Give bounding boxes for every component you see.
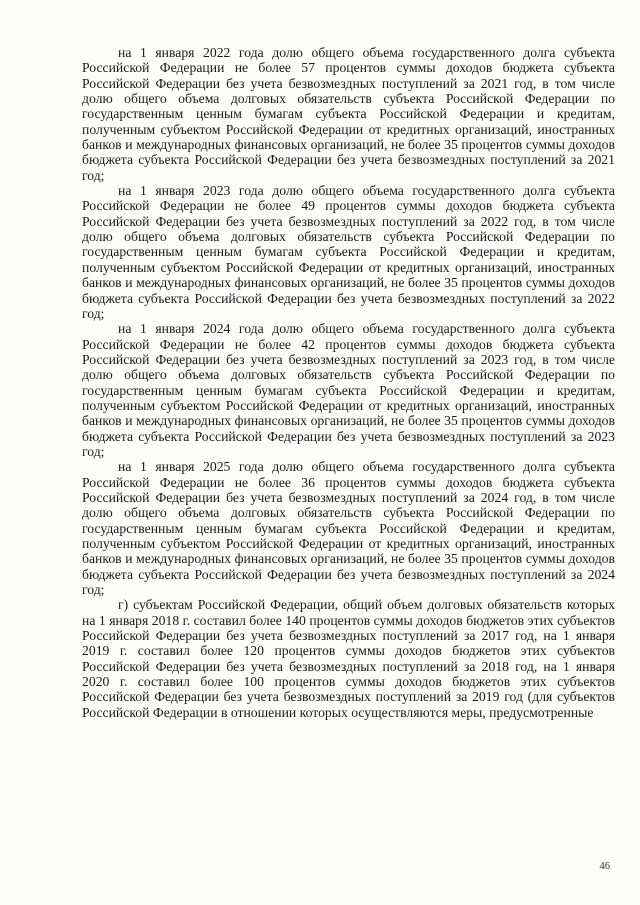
paragraph-2025: на 1 января 2025 года долю общего объема государственного долга субъекта Российской Федерации не более 36 процентов суммы доходов бюджета субъекта Российской Федерации без учета безвозмездных поступлений за 2024 год, в том числе долю общего объема долговых обязательств субъекта Российской Федерации по государственным ценным бумагам субъекта Российской Федерации и кредитам, полученным субъектом Российской Федерации от кредитных организаций, иностранных банков и международных финансовых организаций, не более 35 процентов суммы доходов бюджета субъекта Российской Федерации без учета безвозмездных поступлений за 2024 год;	[82, 459, 615, 598]
paragraph-item-g: г) субъектам Российской Федерации, общий объем долговых обязательств которых на 1 января 2018 г. составил более 140 процентов суммы доходов бюджетов этих субъектов Российской Федерации без учета безвозмездных поступлений за 2017 год, на 1 января 2019 г. составил более 120 процентов суммы доходов бюджетов этих субъектов Российской Федерации без учета безвозмездных поступлений за 2018 год, на 1 января 2020 г. составил более 100 процентов суммы доходов бюджетов этих субъектов Российской Федерации без учета безвозмездных поступлений за 2019 год (для субъектов Российской Федерации в отношении которых осуществляются меры, предусмотренные	[82, 597, 615, 720]
paragraph-2024: на 1 января 2024 года долю общего объема государственного долга субъекта Российской Федерации не более 42 процентов суммы доходов бюджета субъекта Российской Федерации без учета безвозмездных поступлений за 2023 год, в том числе долю общего объема долговых обязательств субъекта Российской Федерации по государственным ценным бумагам субъекта Российской Федерации и кредитам, полученным субъектом Российской Федерации от кредитных организаций, иностранных банков и международных финансовых организаций, не более 35 процентов суммы доходов бюджета субъекта Российской Федерации без учета безвозмездных поступлений за 2023 год;	[82, 321, 615, 459]
paragraph-2023: на 1 января 2023 года долю общего объема государственного долга субъекта Российской Федерации не более 49 процентов суммы доходов бюджета субъекта Российской Федерации без учета безвозмездных поступлений за 2022 год, в том числе долю общего объема долговых обязательств субъекта Российской Федерации по государственным ценным бумагам субъекта Российской Федерации и кредитам, полученным субъектом Российской Федерации от кредитных организаций, иностранных банков и международных финансовых организаций, не более 35 процентов суммы доходов бюджета субъекта Российской Федерации без учета безвозмездных поступлений за 2022 год;	[82, 183, 615, 321]
paragraph-2022: на 1 января 2022 года долю общего объема государственного долга субъекта Российской Федерации не более 57 процентов суммы доходов бюджета субъекта Российской Федерации без учета безвозмездных поступлений за 2021 год, в том числе долю общего объема долговых обязательств субъекта Российской Федерации по государственным ценным бумагам субъекта Российской Федерации и кредитам, полученным субъектом Российской Федерации от кредитных организаций, иностранных банков и международных финансовых организаций, не более 35 процентов суммы доходов бюджета субъекта Российской Федерации без учета безвозмездных поступлений за 2021 год;	[82, 45, 615, 183]
page-number: 46	[599, 861, 610, 872]
body-text	[82, 45, 615, 720]
